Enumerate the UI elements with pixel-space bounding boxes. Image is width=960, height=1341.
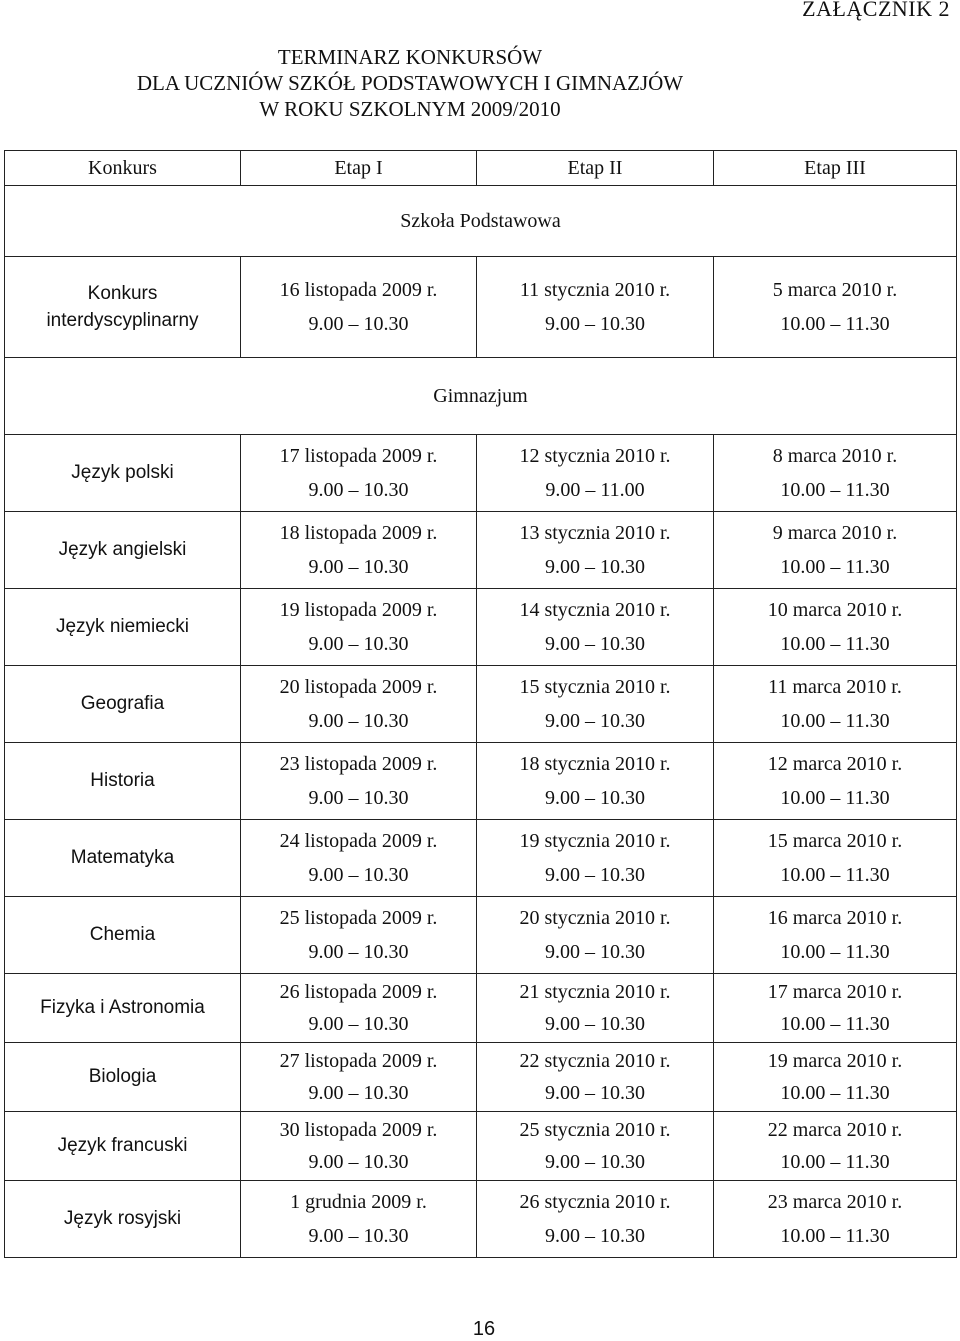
- subject-name: Biologia: [5, 1043, 241, 1112]
- attachment-label: ZAŁĄCZNIK 2: [802, 0, 950, 21]
- stage-date: 19 marca 2010 r.: [767, 1050, 903, 1072]
- table-row: [5, 1043, 957, 1112]
- table-row: [5, 666, 957, 743]
- subject-name: Język polski: [5, 435, 241, 512]
- stage-date: 8 marca 2010 r.: [772, 445, 898, 467]
- stage2-cell: [477, 820, 714, 897]
- stage1-cell: [241, 897, 477, 974]
- stage-date: 21 stycznia 2010 r.: [519, 981, 671, 1003]
- stage-time: 9.00 – 10.30: [308, 479, 409, 501]
- stage-time: 10.00 – 11.30: [780, 1225, 890, 1247]
- title-line: W ROKU SZKOLNYM 2009/2010: [259, 97, 561, 121]
- stage-time: 9.00 – 11.00: [545, 479, 645, 501]
- stage3-cell: [714, 1112, 957, 1181]
- stage-date: 23 listopada 2009 r.: [279, 753, 438, 775]
- stage-time: 9.00 – 10.30: [545, 556, 645, 578]
- stage1-cell: [241, 512, 477, 589]
- stage-time: 9.00 – 10.30: [545, 1151, 645, 1173]
- stage-date: 27 listopada 2009 r.: [279, 1050, 438, 1072]
- stage1-cell: [241, 257, 477, 358]
- page-number: 16: [472, 1318, 496, 1340]
- stage1-cell: [241, 743, 477, 820]
- stage3-cell: [714, 257, 957, 358]
- stage-time: 10.00 – 11.30: [780, 1013, 890, 1035]
- table-row: [5, 257, 957, 358]
- header-cell-etap-2: Etap II: [477, 151, 714, 186]
- header-row: [5, 151, 957, 186]
- stage-date: 9 marca 2010 r.: [772, 522, 898, 544]
- stage-date: 15 stycznia 2010 r.: [519, 676, 671, 698]
- table-row: [5, 512, 957, 589]
- stage-date: 22 marca 2010 r.: [767, 1119, 903, 1141]
- table-row: [5, 1112, 957, 1181]
- stage-time: 9.00 – 10.30: [545, 1013, 645, 1035]
- stage-time: 10.00 – 11.30: [780, 633, 890, 655]
- subject-name: Historia: [5, 743, 241, 820]
- table-row: [5, 1181, 957, 1258]
- stage-date: 16 listopada 2009 r.: [279, 279, 438, 301]
- title-line: TERMINARZ KONKURSÓW: [277, 45, 543, 69]
- stage-date: 16 marca 2010 r.: [767, 907, 903, 929]
- stage2-cell: [477, 1181, 714, 1258]
- header-cell-etap-1: Etap I: [241, 151, 477, 186]
- subject-name: Język niemiecki: [5, 589, 241, 666]
- subject-name: Język rosyjski: [5, 1181, 241, 1258]
- table-row: [5, 974, 957, 1043]
- subject-name: Matematyka: [5, 820, 241, 897]
- stage1-cell: [241, 1181, 477, 1258]
- subject-name: Geografia: [5, 666, 241, 743]
- subject-name: Język francuski: [5, 1112, 241, 1181]
- stage-date: 12 marca 2010 r.: [767, 753, 903, 775]
- stage3-cell: [714, 897, 957, 974]
- stage1-cell: [241, 589, 477, 666]
- stage-date: 10 marca 2010 r.: [767, 599, 903, 621]
- stage-date: 24 listopada 2009 r.: [279, 830, 438, 852]
- stage-date: 1 grudnia 2009 r.: [290, 1191, 427, 1213]
- stage-date: 26 stycznia 2010 r.: [519, 1191, 671, 1213]
- stage-date: 12 stycznia 2010 r.: [519, 445, 671, 467]
- stage2-cell: [477, 974, 714, 1043]
- stage-time: 9.00 – 10.30: [545, 1225, 645, 1247]
- stage-date: 5 marca 2010 r.: [772, 279, 898, 301]
- stage-date: 26 listopada 2009 r.: [279, 981, 438, 1003]
- stage-time: 10.00 – 11.30: [780, 1082, 890, 1104]
- stage1-cell: [241, 974, 477, 1043]
- table-row: [5, 589, 957, 666]
- stage2-cell: [477, 897, 714, 974]
- stage-time: 10.00 – 11.30: [780, 556, 890, 578]
- stage3-cell: [714, 666, 957, 743]
- stage-date: 20 stycznia 2010 r.: [519, 907, 671, 929]
- subject-name: Język angielski: [5, 512, 241, 589]
- stage-time: 9.00 – 10.30: [308, 864, 409, 886]
- stage-time: 9.00 – 10.30: [308, 941, 409, 963]
- stage1-cell: [241, 1112, 477, 1181]
- stage3-cell: [714, 1043, 957, 1112]
- stage-date: 19 listopada 2009 r.: [279, 599, 438, 621]
- section-title-gimnazjum: Gimnazjum: [5, 358, 957, 435]
- section-row-primary: [5, 186, 957, 257]
- stage-time: 9.00 – 10.30: [308, 313, 409, 335]
- stage-date: 15 marca 2010 r.: [767, 830, 903, 852]
- stage-date: 18 stycznia 2010 r.: [519, 753, 671, 775]
- header-cell-konkurs: Konkurs: [5, 151, 241, 186]
- stage1-cell: [241, 1043, 477, 1112]
- stage3-cell: [714, 974, 957, 1043]
- stage-time: 10.00 – 11.30: [780, 941, 890, 963]
- stage-time: 10.00 – 11.30: [780, 710, 890, 732]
- stage-date: 25 stycznia 2010 r.: [519, 1119, 671, 1141]
- stage-time: 9.00 – 10.30: [545, 787, 645, 809]
- stage-time: 9.00 – 10.30: [545, 941, 645, 963]
- stage3-cell: [714, 589, 957, 666]
- stage-time: 10.00 – 11.30: [780, 864, 890, 886]
- section-row-gimnazjum: [5, 358, 957, 435]
- section-title-primary: Szkoła Podstawowa: [5, 186, 957, 257]
- stage-date: 25 listopada 2009 r.: [279, 907, 438, 929]
- stage-date: 17 listopada 2009 r.: [279, 445, 438, 467]
- stage1-cell: [241, 666, 477, 743]
- stage-time: 9.00 – 10.30: [545, 313, 645, 335]
- stage-time: 10.00 – 11.30: [780, 1151, 890, 1173]
- stage-date: 13 stycznia 2010 r.: [519, 522, 671, 544]
- stage3-cell: [714, 820, 957, 897]
- competition-schedule-table: [4, 150, 957, 1258]
- stage-date: 23 marca 2010 r.: [767, 1191, 903, 1213]
- stage2-cell: [477, 743, 714, 820]
- stage-time: 10.00 – 11.30: [780, 787, 890, 809]
- stage1-cell: [241, 435, 477, 512]
- stage2-cell: [477, 435, 714, 512]
- table-row: [5, 820, 957, 897]
- stage-time: 9.00 – 10.30: [308, 1151, 409, 1173]
- stage-date: 17 marca 2010 r.: [767, 981, 903, 1003]
- stage3-cell: [714, 743, 957, 820]
- stage-time: 9.00 – 10.30: [545, 1082, 645, 1104]
- stage2-cell: [477, 512, 714, 589]
- stage3-cell: [714, 512, 957, 589]
- stage-date: 20 listopada 2009 r.: [279, 676, 438, 698]
- stage-date: 30 listopada 2009 r.: [279, 1119, 438, 1141]
- subject-name: Chemia: [5, 897, 241, 974]
- stage3-cell: [714, 435, 957, 512]
- stage-date: 14 stycznia 2010 r.: [519, 599, 671, 621]
- stage-date: 18 listopada 2009 r.: [279, 522, 438, 544]
- stage1-cell: [241, 820, 477, 897]
- table-row: [5, 743, 957, 820]
- stage2-cell: [477, 1043, 714, 1112]
- stage-time: 9.00 – 10.30: [545, 864, 645, 886]
- header-cell-etap-3: Etap III: [714, 151, 957, 186]
- stage2-cell: [477, 589, 714, 666]
- stage-time: 9.00 – 10.30: [545, 633, 645, 655]
- stage-time: 9.00 – 10.30: [308, 633, 409, 655]
- stage-date: 22 stycznia 2010 r.: [519, 1050, 671, 1072]
- stage-time: 9.00 – 10.30: [308, 710, 409, 732]
- document-title: [0, 44, 820, 122]
- stage2-cell: [477, 666, 714, 743]
- stage3-cell: [714, 1181, 957, 1258]
- table-row: [5, 897, 957, 974]
- stage-time: 9.00 – 10.30: [308, 1082, 409, 1104]
- stage-time: 10.00 – 11.30: [780, 313, 890, 335]
- competition-name: [5, 257, 241, 358]
- stage-time: 9.00 – 10.30: [308, 1013, 409, 1035]
- stage-time: 9.00 – 10.30: [308, 556, 409, 578]
- stage-time: 9.00 – 10.30: [308, 1225, 409, 1247]
- competition-name-line: Konkurs: [87, 283, 158, 304]
- subject-name: Fizyka i Astronomia: [5, 974, 241, 1043]
- stage-time: 9.00 – 10.30: [308, 787, 409, 809]
- competition-name-line: interdyscyplinarny: [46, 310, 199, 331]
- stage-time: 9.00 – 10.30: [545, 710, 645, 732]
- stage-date: 11 stycznia 2010 r.: [519, 279, 671, 301]
- stage-time: 10.00 – 11.30: [780, 479, 890, 501]
- stage-date: 11 marca 2010 r.: [768, 676, 902, 698]
- title-line: DLA UCZNIÓW SZKÓŁ PODSTAWOWYCH I GIMNAZJÓW: [136, 71, 684, 95]
- table-row: [5, 435, 957, 512]
- stage-date: 19 stycznia 2010 r.: [519, 830, 671, 852]
- stage2-cell: [477, 257, 714, 358]
- stage2-cell: [477, 1112, 714, 1181]
